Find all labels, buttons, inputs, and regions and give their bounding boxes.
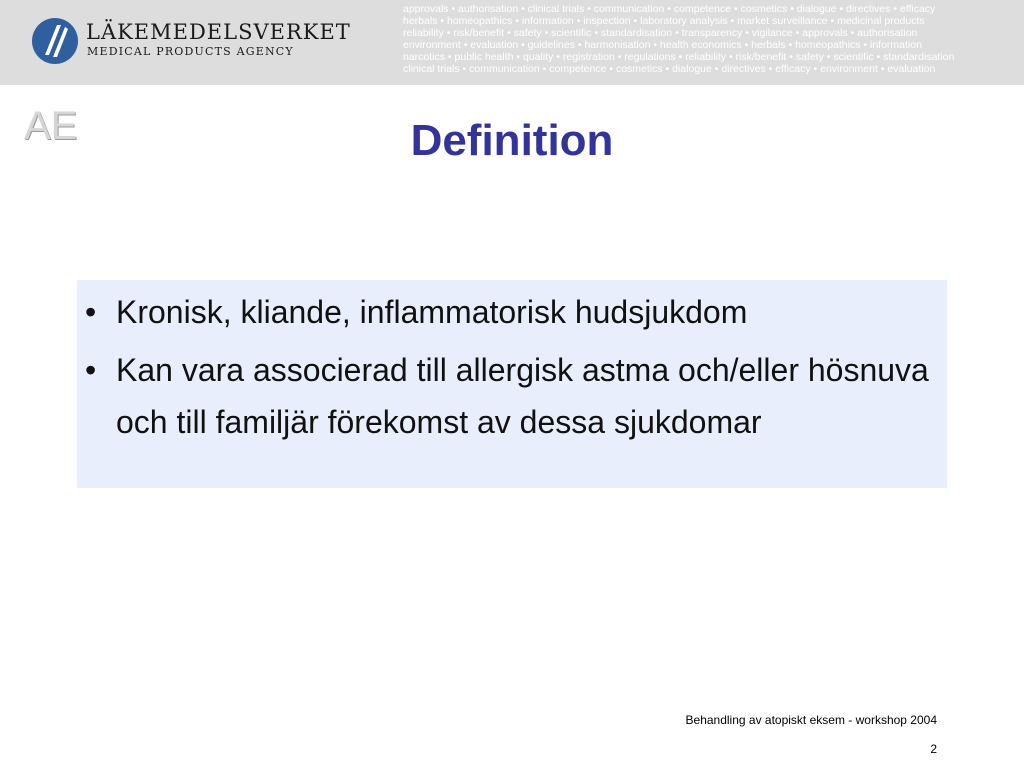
watermark-line: herbals • homeopathics • information • inspection • laboratory analysis • market surveillance • medicinal products [403,15,925,27]
bullet-text: Kronisk, kliande, inflammatorisk hudsjukdom [116,294,748,330]
keyword-watermark [403,3,1024,83]
watermark-line: environment • evaluation • guidelines • harmonisation • health economics • herbals • homeopathics • information [403,39,922,51]
agency-subtitle: MEDICAL PRODUCTS AGENCY [87,45,294,58]
agency-logo-icon [31,17,79,65]
agency-name: LÄKEMEDELSVERKET [86,20,351,44]
bullet-text: Kan vara associerad till allergisk astma och/eller hösnuva och till familjär förekomst av dessa sjukdomar [116,352,929,440]
content-box [77,280,947,488]
watermark-line: approvals • authorisation • clinical trials • communication • competence • cosmetics • dialogue • directives • efficacy [403,3,936,15]
page-number: 2 [930,742,937,756]
watermark-line: reliability • risk/benefit • safety • scientific • standardisation • transparency • vigilance • approvals • authorisation [403,27,918,39]
bullet-item [77,286,947,338]
watermark-line: narcotics • public health • quality • registration • regulations • reliability • risk/benefit • safety • scientific • standardisation [403,51,955,63]
bullet-list [77,286,947,448]
watermark-line: clinical trials • communication • competence • cosmetics • dialogue • directives • efficacy • environment • evaluation [403,63,936,75]
header-band [0,0,1024,85]
footer-text: Behandling av atopiskt eksem - workshop 2004 [685,713,937,727]
bullet-icon: • [85,294,97,330]
bullet-item [77,344,947,448]
bullet-icon: • [85,352,97,388]
slide-title: Definition [410,116,614,165]
ae-mark: AE [24,104,78,148]
